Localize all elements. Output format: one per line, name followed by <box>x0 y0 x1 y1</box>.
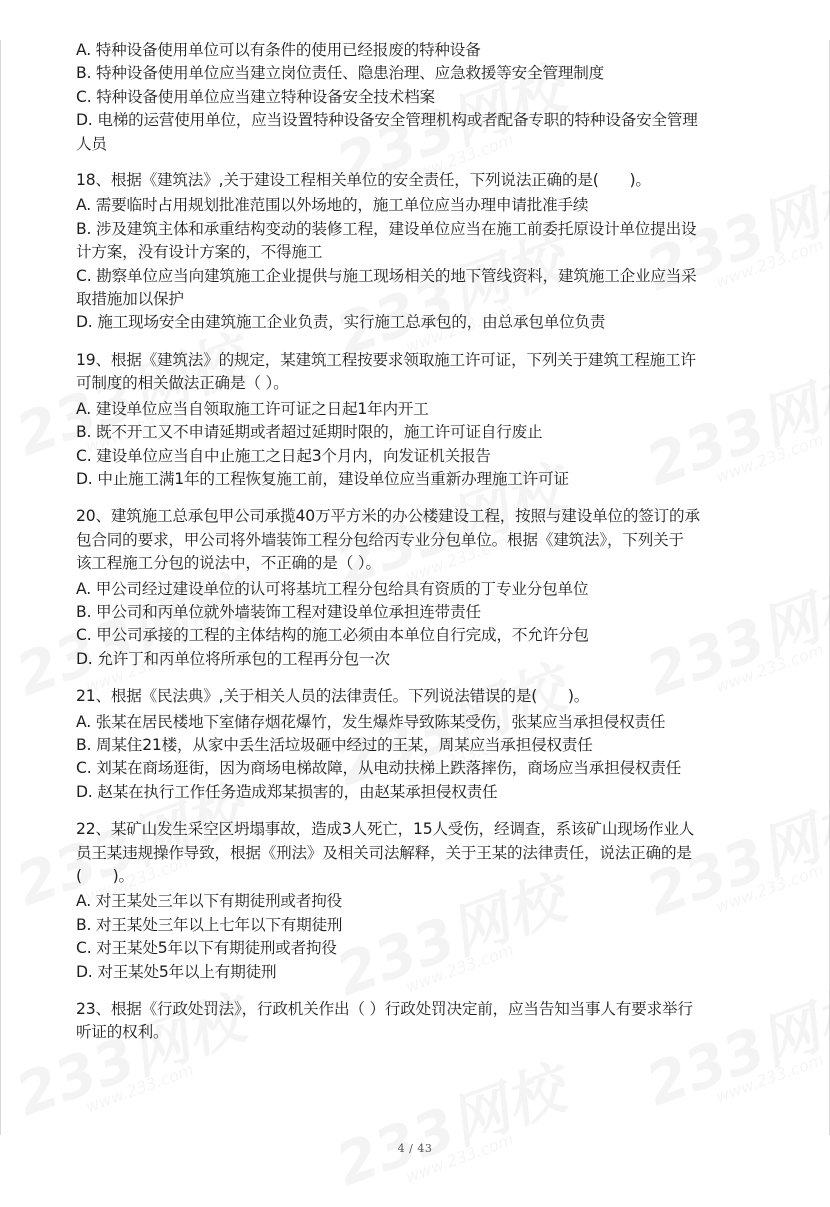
option-a: A. 张某在居民楼地下室储存烟花爆竹，发生爆炸导致陈某受伤，张某应当承担侵权责任 <box>76 712 666 731</box>
question-stem-continued: 包合同的要求，甲公司将外墙装饰工程分包给丙专业分包单位。根据《建筑法》，下列关于 <box>76 530 684 549</box>
question-stem: 22、某矿山发生采空区坍塌事故，造成3人死亡，15人受伤，经调查，系该矿山现场作业人 <box>76 820 695 839</box>
page-content <box>76 40 756 1045</box>
option-b: B. 涉及建筑主体和承重结构变动的装修工程，建设单位应当在施工前委托原设计单位提出设 <box>76 219 697 238</box>
option-d: D. 电梯的运营使用单位，应当设置特种设备安全管理机构或者配备专职的特种设备安全管理 <box>76 111 698 130</box>
question-stem: 23、根据《行政处罚法》，行政机关作出（ ）行政处罚决定前，应当告知当事人有要求举行 <box>76 1000 693 1019</box>
option-b: B. 既不开工又不申请延期或者超过延期时限的，施工许可证自行废止 <box>76 423 543 442</box>
option-d: D. 允许丁和丙单位将所承包的工程再分包一次 <box>76 649 390 668</box>
question-22 <box>76 818 756 984</box>
question-stem: 20、建筑施工总承包甲公司承揽40万平方米的办公楼建设工程，按照与建设单位的签订的承 <box>76 507 700 526</box>
option-c: C. 刘某在商场逛街，因为商场电梯故障，从电动扶梯上跌落摔伤，商场应当承担侵权责任 <box>76 759 682 778</box>
option-c: C. 特种设备使用单位应当建立特种设备安全技术档案 <box>76 87 435 106</box>
option-b: B. 对王某处三年以上七年以下有期徒刑 <box>76 915 343 934</box>
option-c: C. 甲公司承接的工程的主体结构的施工必须由本单位自行完成，不允许分包 <box>76 626 589 645</box>
question-20 <box>76 505 756 671</box>
option-d-continued: 人员 <box>76 134 107 153</box>
question-21 <box>76 685 756 804</box>
question-stem: 18、根据《建筑法》,关于建设工程相关单位的安全责任，下列说法正确的是( )。 <box>76 171 651 190</box>
option-d: D. 对王某处5年以上有期徒刑 <box>76 962 277 981</box>
option-a: A. 建设单位应当自领取施工许可证之日起1年内开工 <box>76 399 429 418</box>
option-c: C. 勘察单位应当向建筑施工企业提供与施工现场相关的地下管线资料，建筑施工企业应当采 <box>76 266 697 285</box>
question-stem-continued: 该工程施工分包的说法中，不正确的是（ ）。 <box>76 554 381 573</box>
question-18 <box>76 169 756 335</box>
question-23 <box>76 998 756 1045</box>
document-page <box>0 40 830 1135</box>
question-stem-continued: 听证的权利。 <box>76 1023 169 1042</box>
question-stem-continued: 可制度的相关做法正确是（ ）。 <box>76 374 289 393</box>
option-b: B. 甲公司和丙单位就外墙装饰工程对建设单位承担连带责任 <box>76 602 481 621</box>
option-a: A. 需要临时占用规划批准范围以外场地的，施工单位应当办理申请批准手续 <box>76 196 589 215</box>
option-a: A. 甲公司经过建设单位的认可将基坑工程分包给具有资质的丁专业分包单位 <box>76 579 589 598</box>
option-d: D. 中止施工满1年的工程恢复施工前，建设单位应当重新办理施工许可证 <box>76 469 569 488</box>
question-stem-continued: ( )。 <box>76 867 134 885</box>
option-c: C. 建设单位应当自中止施工之日起3个月内，向发证机关报告 <box>76 446 491 465</box>
option-d: D. 赵某在执行工作任务造成郑某损害的，由赵某承担侵权责任 <box>76 782 498 801</box>
option-b: B. 周某住21楼，从家中丢生活垃圾砸中经过的王某，周某应当承担侵权责任 <box>76 735 593 754</box>
watermark <box>323 1042 576 1207</box>
question-stem: 19、根据《建筑法》的规定，某建筑工程按要求领取施工许可证，下列关于建筑工程施工许 <box>76 350 696 369</box>
option-a: A. 对王某处三年以下有期徒刑或者拘役 <box>76 892 343 911</box>
option-c-continued: 取措施加以保护 <box>76 290 184 309</box>
option-b-continued: 计方案，没有设计方案的，不得施工 <box>76 243 323 262</box>
question-19 <box>76 349 756 491</box>
option-d: D. 施工现场安全由建筑施工企业负责，实行施工总承包的，由总承包单位负责 <box>76 313 606 332</box>
option-a: A. 特种设备使用单位可以有条件的使用已经报废的特种设备 <box>76 41 481 59</box>
question-stem: 21、根据《民法典》,关于相关人员的法律责任。下列说法错误的是( )。 <box>76 687 590 706</box>
option-b: B. 特种设备使用单位应当建立岗位责任、隐患治理、应急救援等安全管理制度 <box>76 64 605 83</box>
question-stem-continued: 员王某违规操作导致，根据《刑法》及相关司法解释，关于王某的法律责任，说法正确的是 <box>76 843 692 862</box>
page-indicator: 4 / 43 <box>397 1142 433 1155</box>
option-c: C. 对王某处5年以下有期徒刑或者拘役 <box>76 939 337 958</box>
prev-question-options <box>76 39 756 156</box>
